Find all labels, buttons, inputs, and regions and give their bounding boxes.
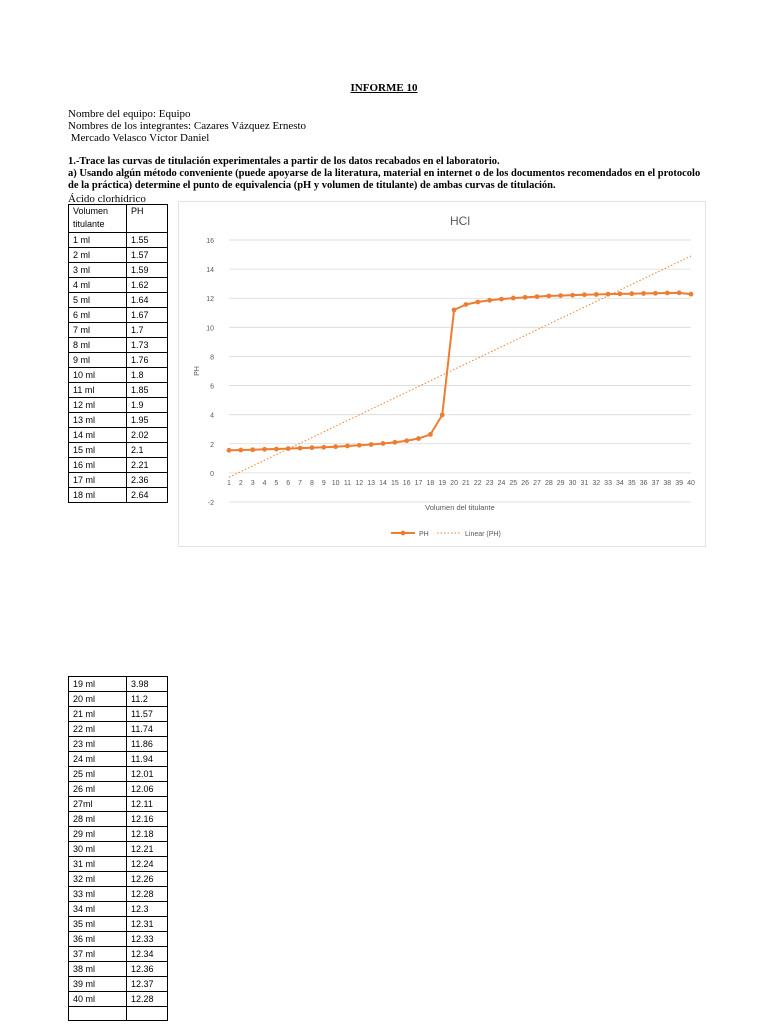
ph-data-point (487, 298, 492, 303)
y-tick-label: 16 (206, 238, 214, 245)
ph-data-point (381, 441, 386, 446)
ph-data-point (392, 440, 397, 445)
titration-table-part-2 (68, 676, 168, 1021)
ph-data-point (227, 448, 232, 453)
ph-data-point (440, 413, 445, 418)
table-row (69, 857, 168, 872)
table-row (69, 977, 168, 992)
volume-cell: 9 ml (69, 353, 127, 368)
table-row (69, 932, 168, 947)
volume-cell: 7 ml (69, 323, 127, 338)
ph-cell: 1.67 (127, 308, 168, 323)
x-tick-label: 22 (473, 479, 482, 487)
ph-data-point (558, 293, 563, 298)
volume-cell: 30 ml (69, 842, 127, 857)
chart-container (178, 201, 706, 547)
table-row (69, 323, 168, 338)
ph-data-point (523, 295, 528, 300)
table-row (69, 398, 168, 413)
table-row (69, 707, 168, 722)
x-tick-label: 17 (414, 479, 423, 487)
volume-cell: 10 ml (69, 368, 127, 383)
ph-data-point (594, 292, 599, 297)
x-tick-label: 29 (556, 479, 565, 487)
ph-data-point (653, 291, 658, 296)
volume-cell (69, 1007, 127, 1021)
question-1a: a) Usando algún método conveniente (puede apoyarse de la literatura, material en internet o de los documentos recomendados en el protocolo de la práctica) determine el punto de equivalencia (pH y volumen de titulante) de ambas curvas de titulación. (68, 168, 701, 191)
ph-data-point (570, 293, 575, 298)
x-tick-label: 9 (321, 479, 326, 487)
volume-cell: 36 ml (69, 932, 127, 947)
volume-cell: 5 ml (69, 293, 127, 308)
ph-cell: 2.64 (127, 488, 168, 503)
ph-cell: 1.55 (127, 233, 168, 248)
volume-cell: 28 ml (69, 812, 127, 827)
x-tick-label: 28 (544, 479, 553, 487)
volume-cell: 1 ml (69, 233, 127, 248)
table-row (69, 947, 168, 962)
x-tick-label: 40 (687, 479, 695, 487)
table-row (69, 488, 168, 503)
ph-cell: 12.28 (127, 887, 168, 902)
ph-data-point (475, 300, 480, 305)
ph-cell: 12.18 (127, 827, 168, 842)
ph-data-point (428, 432, 433, 437)
table-row (69, 263, 168, 278)
table-row (69, 338, 168, 353)
table-row (69, 1007, 168, 1021)
x-tick-label: 25 (509, 479, 518, 487)
ph-cell: 2.21 (127, 458, 168, 473)
x-tick-label: 10 (331, 479, 340, 487)
table-row (69, 692, 168, 707)
ph-data-point (321, 445, 326, 450)
ph-data-point (333, 444, 338, 449)
y-tick-label: -2 (207, 500, 214, 507)
ph-cell (127, 1007, 168, 1021)
volume-cell: 22 ml (69, 722, 127, 737)
volume-cell: 16 ml (69, 458, 127, 473)
ph-cell: 11.57 (127, 707, 168, 722)
ph-cell: 1.62 (127, 278, 168, 293)
table-row (69, 293, 168, 308)
table-row (69, 842, 168, 857)
legend-ph-marker (401, 531, 406, 536)
legend-ph-label: PH (419, 531, 429, 538)
table-row (69, 248, 168, 263)
x-tick-label: 39 (675, 479, 684, 487)
ph-cell: 11.86 (127, 737, 168, 752)
ph-cell: 11.74 (127, 722, 168, 737)
x-tick-label: 38 (663, 479, 672, 487)
volume-cell: 15 ml (69, 443, 127, 458)
ph-cell: 12.16 (127, 812, 168, 827)
report-title: INFORME 10 (350, 82, 418, 94)
ph-data-point (416, 436, 421, 441)
table-row (69, 233, 168, 248)
volume-cell: 33 ml (69, 887, 127, 902)
ph-data-point (546, 293, 551, 298)
ph-cell: 12.26 (127, 872, 168, 887)
x-axis-label: Volumen del titulante (425, 503, 495, 512)
ph-cell: 1.7 (127, 323, 168, 338)
legend-trend-label: Linear (PH) (465, 531, 501, 538)
x-tick-label: 13 (367, 479, 376, 487)
table-row (69, 677, 168, 692)
ph-cell: 1.8 (127, 368, 168, 383)
x-tick-label: 20 (450, 479, 458, 487)
ph-data-point (345, 444, 350, 449)
ph-series-line (229, 293, 691, 450)
members-line-2: Mercado Velasco Víctor Daniel (68, 132, 210, 144)
ph-cell: 1.59 (127, 263, 168, 278)
y-tick-label: 8 (210, 354, 214, 362)
volume-cell: 6 ml (69, 308, 127, 323)
table-row (69, 458, 168, 473)
table-row (69, 428, 168, 443)
volume-cell: 12 ml (69, 398, 127, 413)
ph-cell: 1.73 (127, 338, 168, 353)
ph-cell: 12.01 (127, 767, 168, 782)
x-tick-label: 34 (616, 479, 624, 487)
x-tick-label: 4 (262, 479, 267, 487)
table-row (69, 827, 168, 842)
ph-cell: 12.11 (127, 797, 168, 812)
table-row (69, 917, 168, 932)
y-tick-label: 10 (206, 325, 214, 333)
x-tick-label: 23 (485, 479, 494, 487)
table-row (69, 887, 168, 902)
x-tick-label: 15 (390, 479, 399, 487)
volume-cell: 8 ml (69, 338, 127, 353)
x-tick-label: 7 (298, 479, 303, 487)
titration-table-part-1 (68, 204, 168, 503)
ph-cell: 2.36 (127, 473, 168, 488)
x-tick-label: 18 (426, 479, 435, 487)
ph-cell: 11.94 (127, 752, 168, 767)
ph-data-point (677, 290, 682, 295)
ph-data-point (499, 297, 504, 302)
ph-cell: 2.1 (127, 443, 168, 458)
ph-cell: 1.85 (127, 383, 168, 398)
ph-cell: 1.76 (127, 353, 168, 368)
table-row (69, 737, 168, 752)
ph-cell: 1.64 (127, 293, 168, 308)
volume-cell: 19 ml (69, 677, 127, 692)
volume-cell: 39 ml (69, 977, 127, 992)
x-tick-label: 30 (568, 479, 577, 487)
y-tick-label: 14 (206, 267, 214, 275)
y-axis-label: PH (194, 366, 201, 376)
volume-cell: 37 ml (69, 947, 127, 962)
ph-data-point (452, 307, 457, 312)
ph-cell: 12.31 (127, 917, 168, 932)
ph-cell: 12.28 (127, 992, 168, 1007)
ph-data-point (535, 294, 540, 299)
ph-data-point (404, 438, 409, 443)
ph-cell: 12.06 (127, 782, 168, 797)
volume-cell: 23 ml (69, 737, 127, 752)
volume-cell: 20 ml (69, 692, 127, 707)
x-tick-label: 32 (592, 479, 601, 487)
volume-cell: 11 ml (69, 383, 127, 398)
volume-cell: 34 ml (69, 902, 127, 917)
table-row (69, 473, 168, 488)
table-row (69, 308, 168, 323)
ph-cell: 12.34 (127, 947, 168, 962)
x-tick-label: 14 (379, 479, 387, 487)
y-tick-label: 6 (210, 383, 214, 391)
table-row (69, 962, 168, 977)
question-1: 1.-Trace las curvas de titulación experimentales a partir de los datos recabados en el laboratorio. (68, 156, 500, 167)
table-row (69, 443, 168, 458)
table-row (69, 872, 168, 887)
volume-cell: 31 ml (69, 857, 127, 872)
x-tick-label: 8 (309, 479, 314, 487)
ph-data-point (629, 291, 634, 296)
ph-data-point (641, 291, 646, 296)
x-tick-label: 12 (355, 479, 364, 487)
y-tick-label: 12 (206, 296, 214, 304)
volume-cell: 25 ml (69, 767, 127, 782)
ph-cell: 1.9 (127, 398, 168, 413)
y-tick-label: 4 (210, 412, 214, 420)
table-row (69, 992, 168, 1007)
table-row (69, 767, 168, 782)
chart-title: HCl (450, 214, 470, 228)
x-tick-label: 21 (462, 479, 470, 487)
x-tick-label: 33 (604, 479, 612, 487)
ph-data-point (238, 448, 243, 453)
x-tick-label: 3 (250, 479, 255, 487)
ph-data-point (689, 292, 694, 297)
x-tick-label: 31 (580, 479, 589, 487)
table-header-row (69, 205, 168, 233)
volume-cell: 38 ml (69, 962, 127, 977)
x-tick-label: 27 (533, 479, 541, 487)
members-line-1: Nombres de los integrantes: Cazares Vázquez Ernesto (68, 120, 307, 132)
volume-cell: 21 ml (69, 707, 127, 722)
x-tick-label: 37 (651, 479, 660, 487)
volume-cell: 24 ml (69, 752, 127, 767)
volume-cell: 32 ml (69, 872, 127, 887)
volume-cell: 27ml (69, 797, 127, 812)
ph-cell: 12.33 (127, 932, 168, 947)
ph-data-point (298, 446, 303, 451)
volume-cell: 40 ml (69, 992, 127, 1007)
table-row (69, 383, 168, 398)
table-row (69, 368, 168, 383)
ph-cell: 12.37 (127, 977, 168, 992)
table-row (69, 782, 168, 797)
header-volume: Volumen titulante (69, 205, 127, 233)
volume-cell: 35 ml (69, 917, 127, 932)
ph-data-point (357, 443, 362, 448)
x-tick-label: 11 (343, 479, 352, 487)
x-tick-label: 19 (438, 479, 447, 487)
ph-data-point (262, 447, 267, 452)
ph-cell: 12.24 (127, 857, 168, 872)
volume-cell: 13 ml (69, 413, 127, 428)
table-row (69, 353, 168, 368)
ph-cell: 12.3 (127, 902, 168, 917)
table-row (69, 797, 168, 812)
table-row (69, 812, 168, 827)
volume-cell: 3 ml (69, 263, 127, 278)
ph-cell: 12.36 (127, 962, 168, 977)
ph-cell: 2.02 (127, 428, 168, 443)
ph-cell: 1.57 (127, 248, 168, 263)
table-row (69, 722, 168, 737)
x-tick-label: 5 (274, 479, 279, 487)
x-tick-label: 16 (402, 479, 411, 487)
x-tick-label: 36 (639, 479, 648, 487)
ph-cell: 12.21 (127, 842, 168, 857)
y-tick-label: 2 (210, 441, 214, 449)
ph-data-point (250, 447, 255, 452)
ph-data-point (606, 292, 611, 297)
ph-data-point (286, 446, 291, 451)
header-ph: PH (127, 205, 168, 233)
x-tick-label: 6 (286, 479, 291, 487)
x-tick-label: 26 (521, 479, 530, 487)
ph-data-point (274, 447, 279, 452)
ph-cell: 11.2 (127, 692, 168, 707)
ph-data-point (511, 296, 516, 301)
x-tick-label: 35 (627, 479, 636, 487)
x-tick-label: 24 (497, 479, 506, 487)
ph-cell: 1.95 (127, 413, 168, 428)
volume-cell: 18 ml (69, 488, 127, 503)
ph-data-point (665, 291, 670, 296)
ph-data-point (464, 302, 469, 307)
table-row (69, 752, 168, 767)
ph-data-point (582, 292, 587, 297)
table-row (69, 413, 168, 428)
ph-data-point (369, 442, 374, 447)
volume-cell: 14 ml (69, 428, 127, 443)
table-row (69, 902, 168, 917)
volume-cell: 17 ml (69, 473, 127, 488)
volume-cell: 26 ml (69, 782, 127, 797)
ph-data-point (310, 445, 315, 450)
table-row (69, 278, 168, 293)
volume-cell: 2 ml (69, 248, 127, 263)
volume-cell: 4 ml (69, 278, 127, 293)
x-tick-label: 1 (227, 479, 231, 487)
ph-data-point (618, 291, 623, 296)
x-tick-label: 2 (238, 479, 243, 487)
section-label: Ácido clorhídrico (68, 193, 146, 205)
ph-cell: 3.98 (127, 677, 168, 692)
team-name: Nombre del equipo: Equipo (68, 108, 191, 120)
ph-titration-chart (179, 202, 705, 546)
y-tick-label: 0 (210, 470, 214, 478)
volume-cell: 29 ml (69, 827, 127, 842)
